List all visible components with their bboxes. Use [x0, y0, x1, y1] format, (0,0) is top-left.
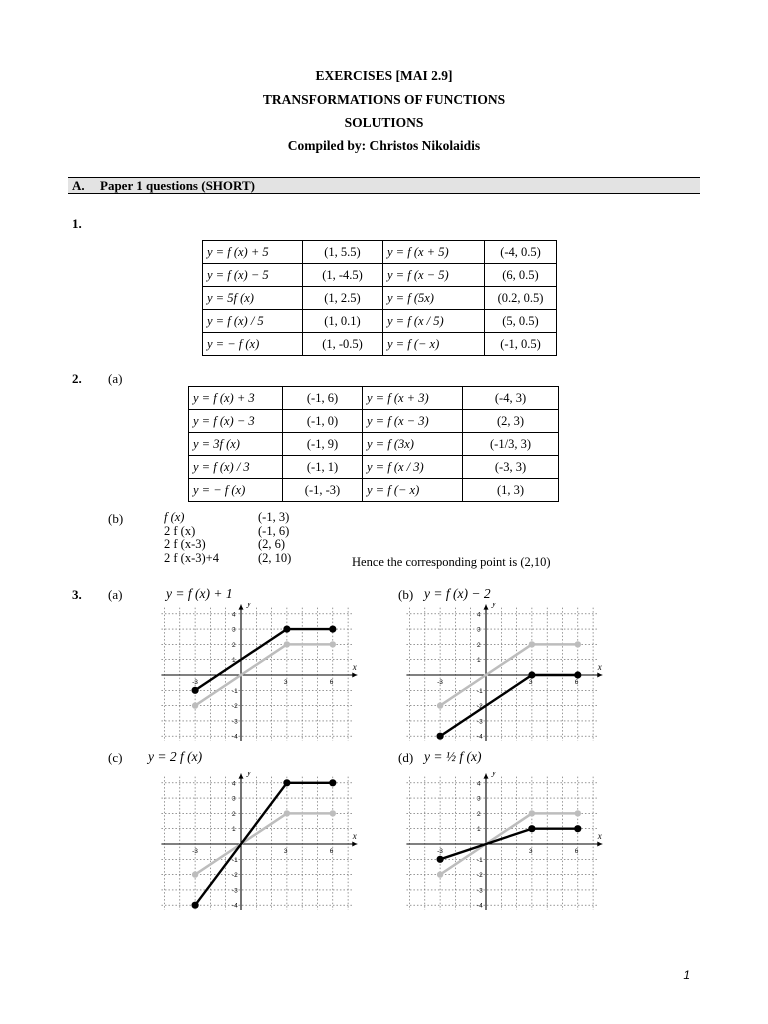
- point-cell: (1, -4.5): [303, 264, 383, 287]
- x-tick-label: 3: [283, 679, 288, 686]
- q3-part-c-label: (c): [108, 750, 123, 765]
- y-axis-arrow: [239, 774, 244, 779]
- table-row: [189, 410, 559, 433]
- q3-b-title: y = f (x) − 2: [424, 586, 491, 601]
- x-tick-label: 6: [574, 848, 579, 855]
- q2-b-func-1: f (x): [164, 510, 185, 524]
- y-tick-label: -3: [232, 718, 238, 726]
- point-cell: (-4, 3): [463, 387, 559, 410]
- original-point: [437, 702, 443, 708]
- question-3-number: 3.: [72, 587, 82, 602]
- point-cell: (1, 2.5): [303, 287, 383, 310]
- transformation-cell: y = 3f (x): [189, 433, 283, 456]
- point-cell: (2, 3): [463, 410, 559, 433]
- x-axis-arrow: [352, 673, 357, 678]
- table-row: [189, 479, 559, 502]
- table-row: [189, 387, 559, 410]
- transformation-cell: y = f (x + 3): [363, 387, 463, 410]
- y-axis-label: y: [492, 603, 496, 609]
- doc-title-line2: TRANSFORMATIONS OF FUNCTIONS: [262, 92, 506, 107]
- y-tick-label: 2: [477, 641, 481, 649]
- y-axis-label: y: [492, 772, 496, 778]
- transformed-point: [283, 779, 290, 786]
- y-tick-label: -2: [477, 872, 483, 880]
- transformation-cell: y = f (x) − 5: [203, 264, 303, 287]
- point-cell: (-1, 0.5): [485, 333, 557, 356]
- doc-author: Compiled by: Christos Nikolaidis: [287, 138, 481, 153]
- original-point: [437, 871, 443, 877]
- transformed-point: [192, 687, 199, 694]
- transformation-cell: y = f (x) − 3: [189, 410, 283, 433]
- y-tick-label: -1: [232, 687, 238, 695]
- q3-part-a-label: (a): [108, 587, 123, 602]
- x-tick-label: 3: [283, 848, 288, 855]
- x-axis-label: x: [597, 662, 602, 672]
- doc-title-line1: EXERCISES [MAI 2.9]: [315, 68, 453, 83]
- original-point: [330, 810, 336, 816]
- question-1-number: 1.: [72, 216, 82, 231]
- y-tick-label: -2: [232, 872, 238, 880]
- point-cell: (-1, 9): [283, 433, 363, 456]
- q1-table: [202, 240, 557, 356]
- table-row: [203, 333, 557, 356]
- x-axis-arrow: [352, 842, 357, 847]
- graph-d: [405, 772, 605, 910]
- q2-b-point-4: (2, 10): [258, 550, 292, 565]
- y-tick-label: 2: [232, 641, 236, 649]
- x-tick-label: -3: [192, 679, 198, 686]
- original-point: [330, 641, 336, 647]
- table-row: [189, 433, 559, 456]
- q3-a-title: y = f (x) + 1: [166, 586, 233, 601]
- q2-b-func-4: 2 f (x-3)+4: [164, 550, 219, 565]
- transformation-cell: y = f (5x): [383, 287, 485, 310]
- y-tick-label: 2: [477, 810, 481, 818]
- x-axis-label: x: [597, 831, 602, 841]
- table-row: [203, 241, 557, 264]
- y-tick-label: 1: [477, 826, 481, 834]
- transformed-point: [329, 779, 336, 786]
- transformation-cell: y = f (− x): [383, 333, 485, 356]
- transformation-cell: y = 5f (x): [203, 287, 303, 310]
- x-tick-label: 3: [528, 679, 533, 686]
- x-axis-arrow: [597, 842, 602, 847]
- y-tick-label: -1: [477, 856, 483, 864]
- x-axis-label: x: [352, 662, 357, 672]
- y-axis-arrow: [484, 774, 489, 779]
- y-tick-label: -1: [477, 687, 483, 695]
- transformed-point: [329, 626, 336, 633]
- q3-part-d-label: (d): [398, 750, 414, 765]
- section-bar: [68, 177, 700, 194]
- y-tick-label: 1: [477, 657, 481, 665]
- y-axis-label: y: [247, 603, 251, 609]
- y-tick-label: 4: [232, 780, 236, 788]
- transformed-point: [574, 825, 581, 832]
- transformation-cell: y = f (x − 5): [383, 264, 485, 287]
- q2-b-conclusion: Hence the corresponding point is (2,10): [352, 555, 551, 569]
- table-row: [203, 310, 557, 333]
- y-tick-label: 3: [232, 795, 236, 803]
- y-tick-label: 3: [477, 626, 481, 634]
- original-point: [529, 641, 535, 647]
- original-point: [284, 641, 290, 647]
- q2-b-func-3: 2 f (x-3): [164, 537, 206, 551]
- transformed-point: [283, 626, 290, 633]
- y-tick-label: 4: [477, 611, 481, 619]
- y-tick-label: -4: [232, 902, 238, 910]
- section-letter: A.: [72, 178, 85, 193]
- x-tick-label: -3: [192, 848, 198, 855]
- transformed-point: [437, 856, 444, 863]
- transformed-point: [528, 671, 535, 678]
- q2-b-point-1: (-1, 3): [258, 510, 290, 524]
- q2-table: [188, 386, 559, 502]
- y-tick-label: 3: [232, 626, 236, 634]
- point-cell: (-1, 0): [283, 410, 363, 433]
- y-tick-label: -3: [477, 718, 483, 726]
- transformation-cell: y = f (x / 5): [383, 310, 485, 333]
- point-cell: (1, 0.1): [303, 310, 383, 333]
- transformed-point: [437, 733, 444, 740]
- transformation-cell: y = f (x + 5): [383, 241, 485, 264]
- y-tick-label: -1: [232, 856, 238, 864]
- y-tick-label: -4: [232, 733, 238, 741]
- q2-b-points: [258, 511, 291, 565]
- q3-part-b-label: (b): [398, 587, 414, 602]
- point-cell: (1, 5.5): [303, 241, 383, 264]
- x-tick-label: 3: [528, 848, 533, 855]
- q2-b-func-2: 2 f (x): [164, 523, 196, 538]
- y-axis-label: y: [247, 772, 251, 778]
- transformation-cell: y = f (3x): [363, 433, 463, 456]
- x-axis-arrow: [597, 673, 602, 678]
- y-tick-label: -3: [232, 887, 238, 895]
- graph-b: [405, 603, 605, 741]
- point-cell: (-1, 6): [283, 387, 363, 410]
- y-tick-label: 3: [477, 795, 481, 803]
- q2-b-functions: [164, 511, 219, 565]
- point-cell: (5, 0.5): [485, 310, 557, 333]
- transformed-point: [528, 825, 535, 832]
- point-cell: (-3, 3): [463, 456, 559, 479]
- q2-part-a-label: (a): [108, 371, 123, 386]
- x-tick-label: 6: [329, 679, 334, 686]
- y-axis-arrow: [484, 605, 489, 610]
- transformation-cell: y = − f (x): [189, 479, 283, 502]
- y-tick-label: 4: [477, 780, 481, 788]
- original-point: [192, 871, 198, 877]
- point-cell: (-4, 0.5): [485, 241, 557, 264]
- original-point: [284, 810, 290, 816]
- transformed-point: [192, 902, 199, 909]
- question-2-number: 2.: [72, 371, 82, 386]
- doc-title-line3: SOLUTIONS: [344, 115, 424, 130]
- point-cell: (0.2, 0.5): [485, 287, 557, 310]
- y-tick-label: -4: [477, 733, 483, 741]
- point-cell: (6, 0.5): [485, 264, 557, 287]
- q2-part-b-label: (b): [108, 511, 124, 526]
- table-row: [203, 264, 557, 287]
- q3-c-title: y = 2 f (x): [148, 749, 203, 764]
- table-row: [189, 456, 559, 479]
- transformation-cell: y = f (x − 3): [363, 410, 463, 433]
- point-cell: (1, 3): [463, 479, 559, 502]
- y-tick-label: -2: [477, 703, 483, 711]
- point-cell: (-1, 1): [283, 456, 363, 479]
- x-tick-label: -3: [437, 848, 443, 855]
- transformation-cell: y = f (x) / 5: [203, 310, 303, 333]
- y-tick-label: 1: [232, 826, 236, 834]
- table-row: [203, 287, 557, 310]
- transformation-cell: y = f (x / 3): [363, 456, 463, 479]
- transformation-cell: y = f (x) / 3: [189, 456, 283, 479]
- y-tick-label: -3: [477, 887, 483, 895]
- section-title: Paper 1 questions (SHORT): [100, 178, 255, 193]
- transformation-cell: y = f (x) + 5: [203, 241, 303, 264]
- original-point: [575, 641, 581, 647]
- x-tick-label: -3: [437, 679, 443, 686]
- point-cell: (1, -0.5): [303, 333, 383, 356]
- q2-b-point-2: (-1, 6): [258, 523, 290, 538]
- original-point: [529, 810, 535, 816]
- y-tick-label: -4: [477, 902, 483, 910]
- original-point: [575, 810, 581, 816]
- point-cell: (-1/3, 3): [463, 433, 559, 456]
- graph-c: [160, 772, 360, 910]
- point-cell: (-1, -3): [283, 479, 363, 502]
- y-tick-label: -2: [232, 703, 238, 711]
- q3-d-title: y = ½ f (x): [424, 749, 482, 764]
- transformation-cell: y = f (x) + 3: [189, 387, 283, 410]
- y-tick-label: 1: [232, 657, 236, 665]
- graph-a: [160, 603, 360, 741]
- x-tick-label: 6: [574, 679, 579, 686]
- q2-b-point-3: (2, 6): [258, 537, 286, 551]
- y-tick-label: 4: [232, 611, 236, 619]
- y-axis-arrow: [239, 605, 244, 610]
- transformed-point: [574, 671, 581, 678]
- original-point: [192, 702, 198, 708]
- transformation-cell: y = − f (x): [203, 333, 303, 356]
- page-number: 1: [683, 968, 690, 982]
- x-tick-label: 6: [329, 848, 334, 855]
- x-axis-label: x: [352, 831, 357, 841]
- y-tick-label: 2: [232, 810, 236, 818]
- transformation-cell: y = f (− x): [363, 479, 463, 502]
